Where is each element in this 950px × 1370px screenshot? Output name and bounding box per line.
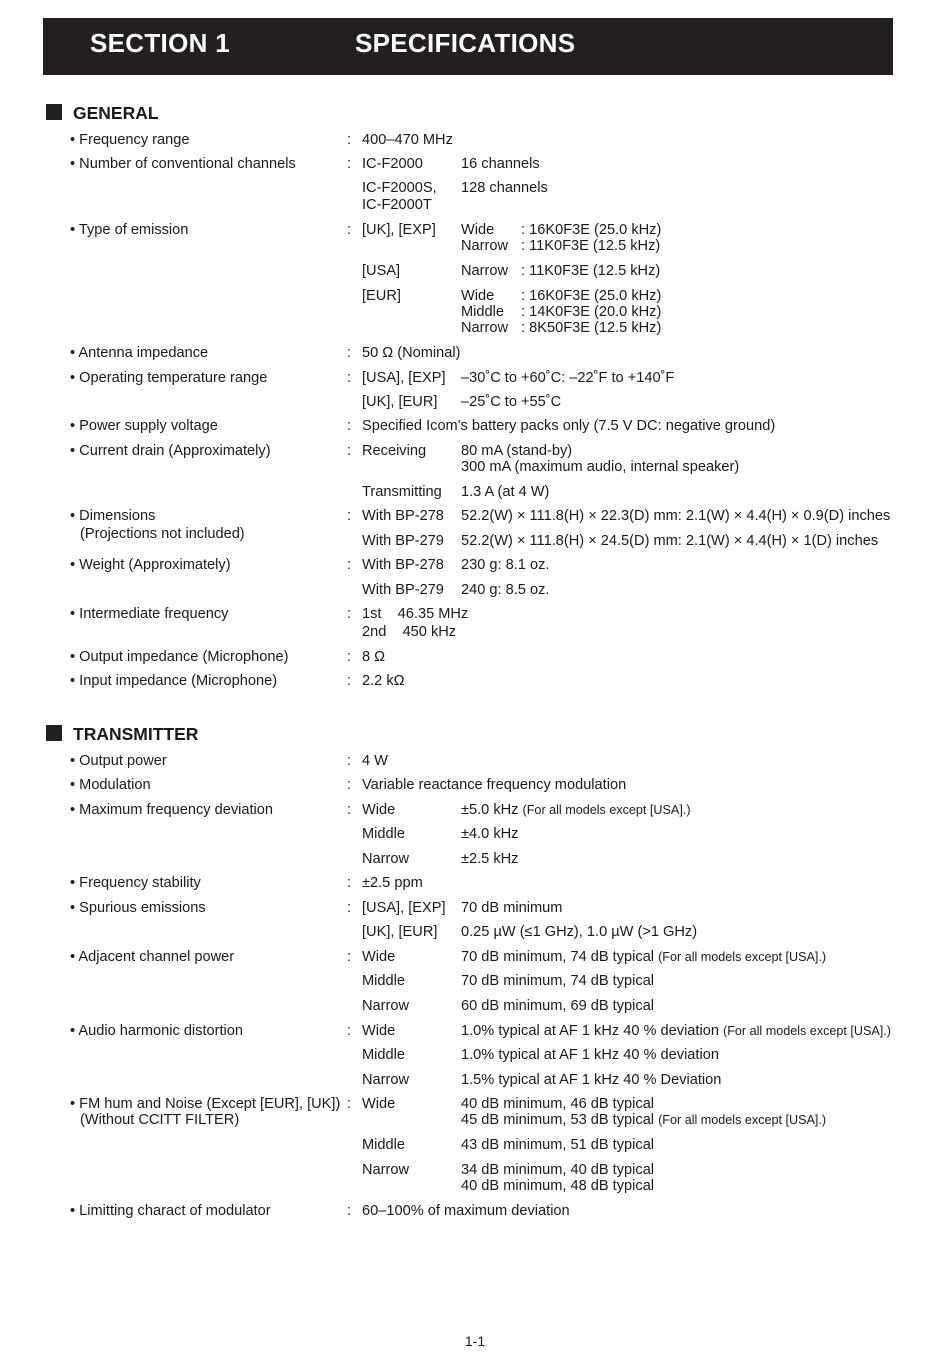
spec-value: Specified Icom's battery packs only (7.5 V DC: negative ground) bbox=[362, 418, 776, 434]
spec-label: (Projections not included) bbox=[80, 526, 245, 542]
spec-value: (For all models except [USA].) bbox=[522, 803, 691, 817]
spec-value: : 14K0F3E (20.0 kHz) bbox=[521, 304, 662, 320]
spec-value: 70 dB minimum, 74 dB typical bbox=[461, 973, 655, 989]
section-header-bar bbox=[43, 18, 893, 75]
spec-value: Narrow bbox=[362, 998, 410, 1014]
spec-value: (For all models except [USA].) bbox=[723, 1024, 891, 1038]
spec-label: • Input impedance (Microphone) bbox=[70, 673, 278, 689]
spec-value: 52.2(W) × 111.8(H) × 24.5(D) mm: 2.1(W) × 4.4(H) × 1(D) inches bbox=[461, 533, 879, 549]
spec-value: 240 g: 8.5 oz. bbox=[461, 582, 550, 598]
spec-value: Narrow bbox=[461, 320, 509, 336]
spec-label: • Output impedance (Microphone) bbox=[70, 649, 289, 665]
spec-label: • Frequency range bbox=[70, 132, 190, 148]
spec-label: (Without CCITT FILTER) bbox=[80, 1112, 240, 1128]
spec-value: [USA] bbox=[362, 263, 401, 279]
spec-value: Wide bbox=[362, 1096, 396, 1112]
spec-value: –25˚C to +55˚C bbox=[461, 394, 562, 410]
spec-value: 0.25 µW (≤1 GHz), 1.0 µW (>1 GHz) bbox=[461, 924, 698, 940]
colon-separator: : bbox=[347, 418, 352, 434]
spec-value: 40 dB minimum, 48 dB typical bbox=[461, 1178, 655, 1194]
spec-value: IC-F2000S, bbox=[362, 180, 437, 196]
spec-label: • Limitting charact of modulator bbox=[70, 1203, 271, 1219]
spec-value: ±2.5 kHz bbox=[461, 851, 519, 867]
spec-value: : 8K50F3E (12.5 kHz) bbox=[521, 320, 662, 336]
spec-label: • Spurious emissions bbox=[70, 900, 206, 916]
spec-value: : 11K0F3E (12.5 kHz) bbox=[521, 238, 661, 254]
spec-value: With BP-279 bbox=[362, 533, 444, 549]
spec-value: [UK], [EXP] bbox=[362, 222, 436, 238]
colon-separator: : bbox=[347, 132, 352, 148]
spec-value: Middle bbox=[362, 1137, 405, 1153]
spec-value: IC-F2000 bbox=[362, 156, 423, 172]
spec-label: • Weight (Approximately) bbox=[70, 557, 231, 573]
spec-value: 45 dB minimum, 53 dB typical (For all models except [USA].) bbox=[461, 1112, 827, 1128]
spec-value: IC-F2000T bbox=[362, 197, 432, 213]
spec-value: 2.2 kΩ bbox=[362, 673, 405, 689]
spec-value: : 16K0F3E (25.0 kHz) bbox=[521, 222, 662, 238]
spec-value: ±2.5 ppm bbox=[362, 875, 423, 891]
colon-separator: : bbox=[347, 557, 352, 573]
spec-label: • Dimensions bbox=[70, 508, 156, 524]
spec-label: • Operating temperature range bbox=[70, 370, 268, 386]
spec-value: Narrow bbox=[461, 238, 509, 254]
spec-value: : 16K0F3E (25.0 kHz) bbox=[521, 288, 662, 304]
section-number: SECTION 1 bbox=[90, 28, 230, 58]
spec-value: ±5.0 kHz (For all models except [USA].) bbox=[461, 802, 691, 818]
spec-value: Narrow bbox=[362, 1162, 410, 1178]
spec-value: (For all models except [USA].) bbox=[658, 950, 827, 964]
section-title: SPECIFICATIONS bbox=[355, 28, 576, 58]
spec-value: 16 channels bbox=[461, 156, 540, 172]
spec-label: • Audio harmonic distortion bbox=[70, 1023, 244, 1039]
spec-value: Middle bbox=[461, 304, 504, 320]
heading-square-icon bbox=[46, 725, 62, 741]
spec-value: Wide bbox=[362, 802, 396, 818]
spec-label: • Type of emission bbox=[70, 222, 189, 238]
spec-value: 4 W bbox=[362, 753, 388, 769]
colon-separator: : bbox=[347, 649, 352, 665]
spec-value: 230 g: 8.1 oz. bbox=[461, 557, 550, 573]
colon-separator: : bbox=[347, 1023, 352, 1039]
spec-value: Variable reactance frequency modulation bbox=[362, 777, 627, 793]
spec-value: [UK], [EUR] bbox=[362, 924, 438, 940]
spec-value: Wide bbox=[461, 288, 495, 304]
colon-separator: : bbox=[347, 345, 352, 361]
spec-value: 70 dB minimum, 74 dB typical (For all models except [USA].) bbox=[461, 949, 827, 965]
spec-value: 60 dB minimum, 69 dB typical bbox=[461, 998, 655, 1014]
spec-value: 34 dB minimum, 40 dB typical bbox=[461, 1162, 655, 1178]
spec-value: 80 mA (stand-by) bbox=[461, 443, 573, 459]
spec-value: Receiving bbox=[362, 443, 427, 459]
spec-value: 43 dB minimum, 51 dB typical bbox=[461, 1137, 655, 1153]
spec-value: Middle bbox=[362, 826, 405, 842]
spec-value: ±4.0 kHz bbox=[461, 826, 519, 842]
spec-label: • Modulation bbox=[70, 777, 151, 793]
spec-value: Middle bbox=[362, 1047, 405, 1063]
spec-value: –30˚C to +60˚C: –22˚F to +140˚F bbox=[461, 370, 675, 386]
spec-value: 40 dB minimum, 46 dB typical bbox=[461, 1096, 655, 1112]
spec-value: Narrow bbox=[362, 1072, 410, 1088]
spec-value: Narrow bbox=[461, 263, 509, 279]
spec-label: • Output power bbox=[70, 753, 167, 769]
spec-value: Wide bbox=[461, 222, 495, 238]
heading-square-icon bbox=[46, 104, 62, 120]
colon-separator: : bbox=[347, 802, 352, 818]
spec-value: 50 Ω (Nominal) bbox=[362, 345, 461, 361]
section-heading-text: GENERAL bbox=[73, 103, 159, 123]
spec-value: 128 channels bbox=[461, 180, 548, 196]
spec-label: • Power supply voltage bbox=[70, 418, 218, 434]
spec-value: 8 Ω bbox=[362, 649, 386, 665]
spec-label: • Antenna impedance bbox=[70, 345, 209, 361]
spec-value: [UK], [EUR] bbox=[362, 394, 438, 410]
spec-value: [USA], [EXP] bbox=[362, 900, 446, 916]
spec-value: 60–100% of maximum deviation bbox=[362, 1203, 570, 1219]
spec-value: Narrow bbox=[362, 851, 410, 867]
colon-separator: : bbox=[347, 753, 352, 769]
general-heading bbox=[46, 103, 159, 124]
colon-separator: : bbox=[347, 443, 352, 459]
spec-value: 70 dB minimum bbox=[461, 900, 563, 916]
spec-value: [EUR] bbox=[362, 288, 401, 304]
section-heading-text: TRANSMITTER bbox=[73, 724, 199, 744]
transmitter-heading bbox=[46, 724, 198, 745]
spec-value: 400–470 MHz bbox=[362, 132, 453, 148]
colon-separator: : bbox=[347, 508, 352, 524]
colon-separator: : bbox=[347, 900, 352, 916]
spec-value: With BP-278 bbox=[362, 557, 444, 573]
colon-separator: : bbox=[347, 673, 352, 689]
spec-value: 1.3 A (at 4 W) bbox=[461, 484, 550, 500]
page-number: 1-1 bbox=[464, 1333, 486, 1349]
spec-value: Wide bbox=[362, 1023, 396, 1039]
colon-separator: : bbox=[347, 370, 352, 386]
spec-value: [USA], [EXP] bbox=[362, 370, 446, 386]
spec-value: Middle bbox=[362, 973, 405, 989]
colon-separator: : bbox=[347, 875, 352, 891]
spec-label: • FM hum and Noise (Except [EUR], [UK]) bbox=[70, 1096, 341, 1112]
spec-value: Wide bbox=[362, 949, 396, 965]
colon-separator: : bbox=[347, 949, 352, 965]
spec-label: • Adjacent channel power bbox=[70, 949, 235, 965]
colon-separator: : bbox=[347, 156, 352, 172]
spec-value: 1.5% typical at AF 1 kHz 40 % Deviation bbox=[461, 1072, 722, 1088]
spec-label: • Frequency stability bbox=[70, 875, 201, 891]
colon-separator: : bbox=[347, 777, 352, 793]
spec-value: 300 mA (maximum audio, internal speaker) bbox=[461, 459, 740, 475]
spec-value: With BP-279 bbox=[362, 582, 444, 598]
spec-value: 1st 46.35 MHz bbox=[362, 606, 469, 622]
colon-separator: : bbox=[347, 1203, 352, 1219]
spec-value: Transmitting bbox=[362, 484, 442, 500]
spec-value: : 11K0F3E (12.5 kHz) bbox=[521, 263, 661, 279]
colon-separator: : bbox=[347, 222, 352, 238]
spec-value: 1.0% typical at AF 1 kHz 40 % deviation (For all models except [USA].) bbox=[461, 1023, 891, 1039]
spec-value: 2nd 450 kHz bbox=[362, 624, 457, 640]
spec-value: With BP-278 bbox=[362, 508, 444, 524]
spec-value: 52.2(W) × 111.8(H) × 22.3(D) mm: 2.1(W) × 4.4(H) × 0.9(D) inches bbox=[461, 508, 891, 524]
spec-value: (For all models except [USA].) bbox=[658, 1113, 827, 1127]
spec-label: • Intermediate frequency bbox=[70, 606, 229, 622]
spec-value: 1.0% typical at AF 1 kHz 40 % deviation bbox=[461, 1047, 719, 1063]
spec-label: • Number of conventional channels bbox=[70, 156, 296, 172]
colon-separator: : bbox=[347, 606, 352, 622]
colon-separator: : bbox=[347, 1096, 352, 1112]
spec-label: • Maximum frequency deviation bbox=[70, 802, 274, 818]
spec-label: • Current drain (Approximately) bbox=[70, 443, 271, 459]
